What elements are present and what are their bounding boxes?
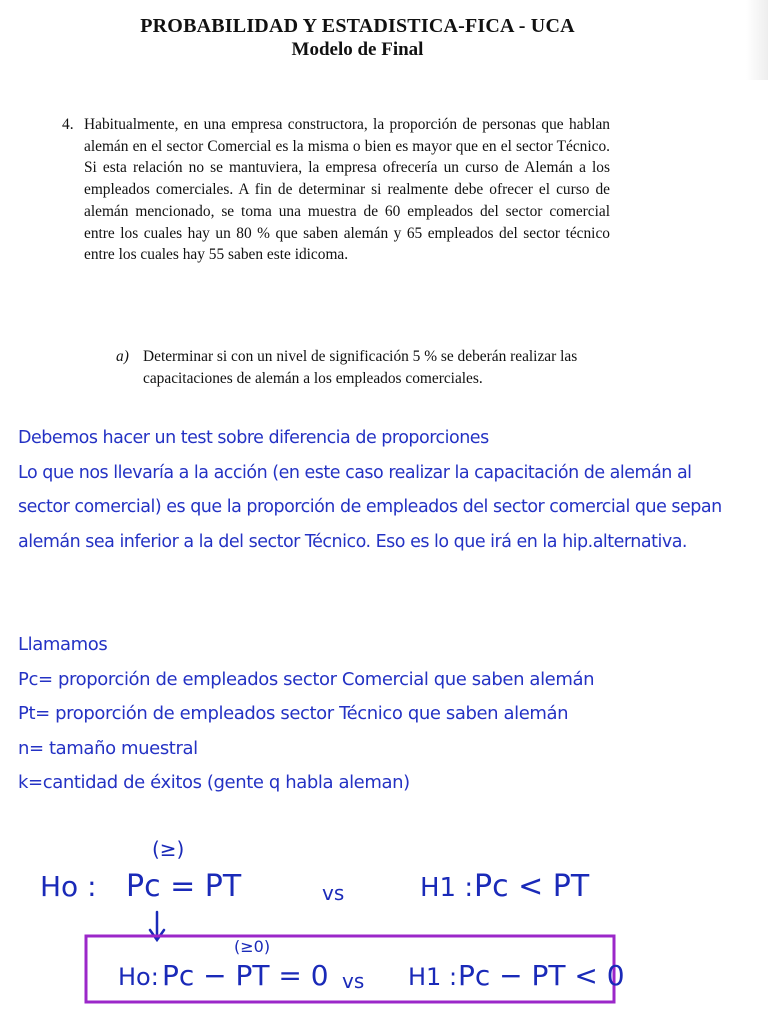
h0-label: Ho :: [40, 870, 97, 903]
vs-label: vs: [342, 969, 365, 993]
annotation-geq-zero: (≥0): [234, 937, 271, 956]
note-line: sector comercial) es que la proporción de empleados del sector comercial que sepan: [18, 497, 722, 517]
box-h0-label: Ho:: [118, 963, 159, 991]
subquestion-label: a): [116, 348, 129, 365]
box-h1-label: H1 :: [408, 963, 458, 991]
handwritten-hypotheses: [0, 820, 768, 1024]
subquestion-text: Determinar si con un nivel de significación 5 % se deberán realizar las capacitaciones de alemán a los empleados comerciales.: [143, 348, 578, 387]
document-header: [0, 14, 715, 62]
definition-line: Pc= proporción de empleados sector Comercial que saben alemán: [18, 668, 595, 690]
h1-expression: Pc < PT: [474, 869, 590, 904]
h1-label: H1 :: [420, 873, 474, 903]
problem-number: 4.: [62, 116, 74, 133]
problem-text: Habitualmente, en una empresa constructora, la proporción de personas que hablan alemán en el sector Comercial es la misma o bien es mayor que en el sector Técnico. Si esta relación no se mantuviera, la empresa ofrecería un curso de Alemán a los empleados comerciales. A fin de determinar si realmente debe ofrecer el curso de alemán mencionado, se toma una muestra de 60 empleados del sector comercial entre los cuales hay un 80 % que saben alemán y 65 empleados del sector técnico entre los cuales hay 55 saben este idicoma.: [84, 116, 610, 264]
explanation-notes: [18, 421, 758, 559]
course-title: PROBABILIDAD Y ESTADISTICA-FICA - UCA: [140, 15, 575, 37]
vs-label: vs: [322, 881, 345, 905]
h0-expression: Pc = PT: [126, 869, 242, 904]
problem-statement: [62, 114, 610, 266]
note-line: Lo que nos llevaría a la acción (en este caso realizar la capacitación de alemán al: [18, 462, 692, 483]
annotation-geq: (≥): [152, 837, 185, 861]
note-line: alemán sea inferior a la del sector Técnico. Eso es lo que irá en la hip.alternativa.: [18, 531, 687, 552]
box-h0-expression: Pc − PT = 0: [162, 959, 329, 992]
note-line: Debemos hacer un test sobre diferencia de proporciones: [18, 428, 489, 448]
definition-line: k=cantidad de éxitos (gente q habla aleman): [18, 772, 410, 793]
box-h1-expression: Pc − PT < 0: [458, 959, 625, 992]
page-edge-shadow: [746, 0, 768, 80]
definitions-notes: [18, 628, 758, 801]
definition-line: n= tamaño muestral: [18, 737, 198, 759]
subquestion: [116, 346, 646, 389]
definition-line: Llamamos: [18, 634, 108, 655]
definition-line: Pt= proporción de empleados sector Técnico que saben alemán: [18, 703, 569, 724]
exam-subtitle: Modelo de Final: [291, 39, 424, 60]
